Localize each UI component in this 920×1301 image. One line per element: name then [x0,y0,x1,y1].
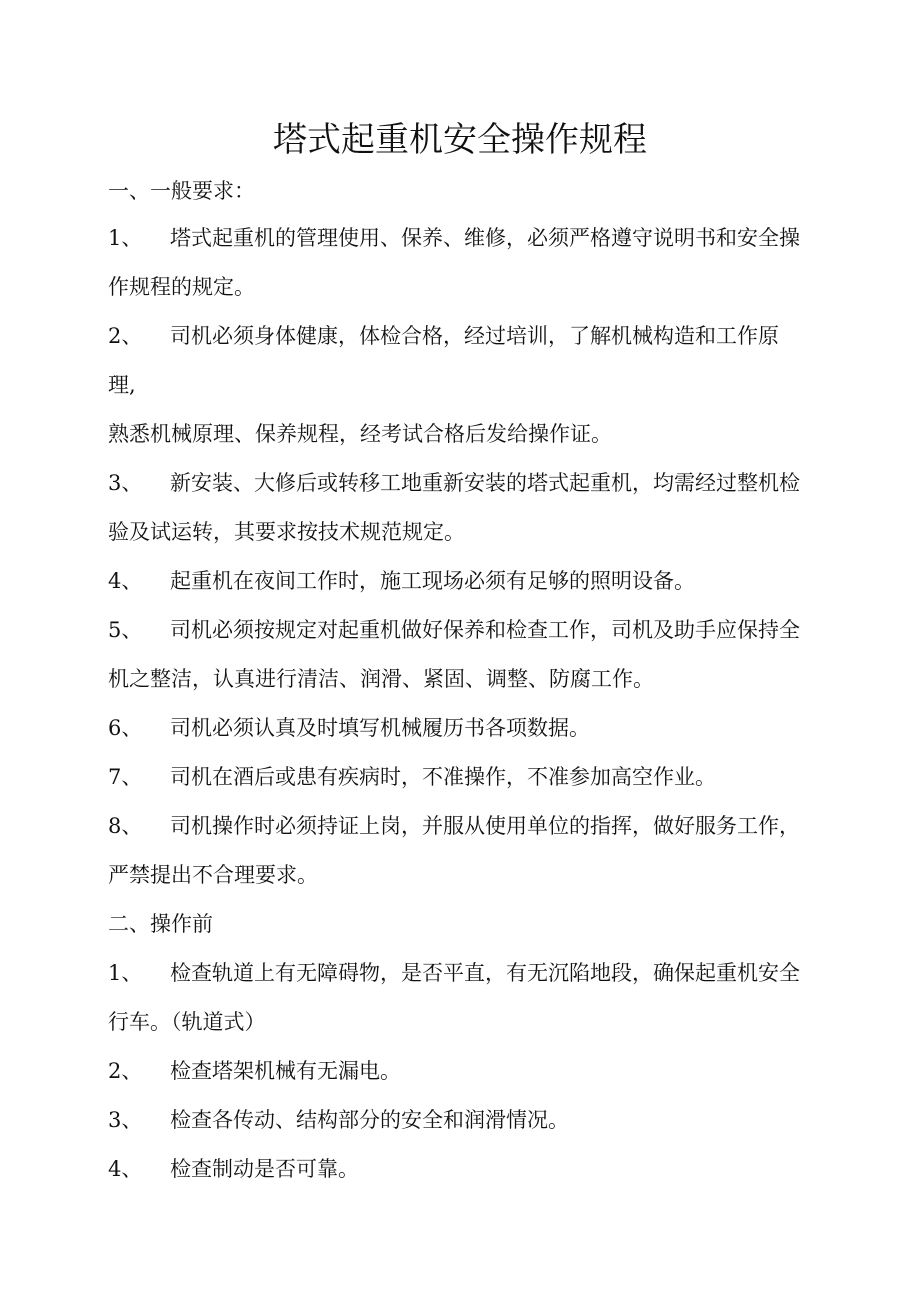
item-text: 新安装、大修后或转移工地重新安装的塔式起重机，均需经过整机检 [170,471,800,495]
item-text: 塔式起重机的管理使用、保养、维修，必须严格遵守说明书和安全操 [170,226,800,250]
list-item [108,713,590,743]
list-item [108,811,800,841]
list-item [108,321,779,351]
item-text: 司机操作时必须持证上岗，并服从使用单位的指挥，做好服务工作， [170,814,800,838]
item-number: 7、 [108,765,143,789]
section-heading-general: 一、一般要求： [108,179,255,203]
document-title: 塔式起重机安全操作规程 [273,120,647,160]
item-text: 检查制动是否可靠。 [170,1157,359,1181]
list-item [108,468,800,498]
item-continuation: 熟悉机械原理、保养规程，经考试合格后发给操作证。 [108,422,612,446]
item-continuation: 行车。（轨道式） [108,1010,266,1034]
item-continuation: 严禁提出不合理要求。 [108,863,318,887]
list-item [108,762,716,792]
item-number: 3、 [108,471,143,495]
list-item [108,1154,359,1184]
item-continuation: 理, [108,373,136,397]
item-number: 2、 [108,324,143,348]
item-number: 2、 [108,1059,143,1083]
item-continuation: 作规程的规定。 [108,275,255,299]
item-number: 5、 [108,618,143,642]
item-number: 4、 [108,1157,143,1181]
item-text: 起重机在夜间工作时，施工现场必须有足够的照明设备。 [170,569,695,593]
item-text: 司机在酒后或患有疾病时，不准操作，不准参加高空作业。 [170,765,716,789]
list-item [108,1105,569,1135]
item-number: 4、 [108,569,143,593]
item-number: 8、 [108,814,143,838]
item-number: 1、 [108,961,143,985]
item-number: 1、 [108,226,143,250]
list-item [108,1056,401,1086]
item-text: 检查塔架机械有无漏电。 [170,1059,401,1083]
section-heading-before-operation: 二、操作前 [108,912,213,936]
list-item [108,615,800,645]
item-text: 司机必须按规定对起重机做好保养和检查工作，司机及助手应保持全 [170,618,800,642]
item-text: 司机必须身体健康，体检合格，经过培训，了解机械构造和工作原 [170,324,779,348]
item-text: 司机必须认真及时填写机械履历书各项数据。 [170,716,590,740]
item-number: 3、 [108,1108,143,1132]
list-item [108,223,800,253]
item-continuation: 验及试运转，其要求按技术规范规定。 [108,520,465,544]
list-item [108,566,695,596]
item-text: 检查轨道上有无障碍物，是否平直，有无沉陷地段，确保起重机安全 [170,961,800,985]
item-text: 检查各传动、结构部分的安全和润滑情况。 [170,1108,569,1132]
list-item [108,958,800,988]
item-number: 6、 [108,716,143,740]
item-continuation: 机之整洁，认真进行清洁、润滑、紧固、调整、防腐工作。 [108,667,654,691]
